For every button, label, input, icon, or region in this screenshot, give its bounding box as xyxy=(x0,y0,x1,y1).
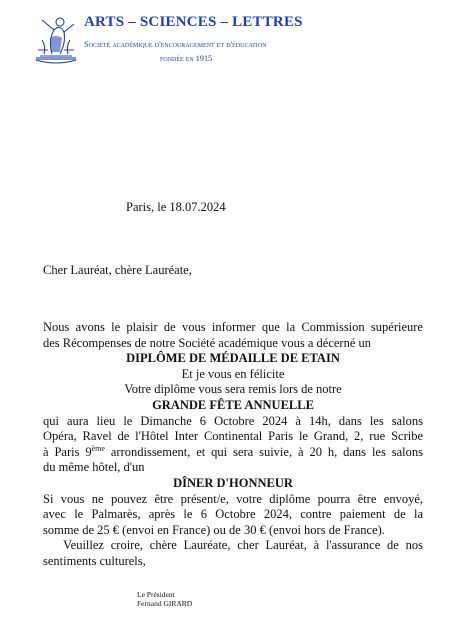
signatory-name: Fernand GIRARD xyxy=(137,599,193,608)
congratulations-line: Et je vous en félicite xyxy=(181,366,285,381)
paragraph-line: Opéra, Ravel de l'Hôtel Inter Continental Paris le Grand, 2, rue Scribe xyxy=(43,429,423,444)
paragraph-line: somme de 25 € (envoi en France) ou de 30 € (envoi hors de France). xyxy=(43,522,385,537)
allegorical-figure-seal-icon xyxy=(30,10,82,66)
handover-line: Votre diplôme vous sera remis lors de notre xyxy=(124,382,342,397)
letter-body xyxy=(43,320,423,570)
paragraph-line: Si vous ne pouvez être présent/e, votre diplôme pourra être envoyé, xyxy=(43,491,423,506)
paragraph-line: du même hôtel, d'un xyxy=(43,460,145,475)
paragraph-line: avec le Palmarès, après le 6 Octobre 2024, contre paiement de la xyxy=(43,507,423,522)
paragraph-line: qui aura lieu le Dimanche 6 Octobre 2024 à 14h, dans les salons xyxy=(43,413,423,428)
paragraph-line: Nous avons le plaisir de vous informer que la Commission supérieure xyxy=(43,320,423,334)
dinner-title: DÎNER D'HONNEUR xyxy=(173,475,293,490)
signatory-role: Le Président xyxy=(137,590,175,599)
award-title: DIPLÔME DE MÉDAILLE DE ETAIN xyxy=(126,351,340,366)
society-founded: fondée en 1915 xyxy=(160,54,213,63)
salutation: Cher Lauréat, chère Lauréate, xyxy=(43,263,192,277)
paragraph-line: Veuillez croire, chère Lauréate, cher Lauréat, à l'assurance de nos xyxy=(63,538,423,553)
signature-block xyxy=(137,590,192,608)
paragraph-line: des Récompenses de notre Société académique vous a décerné un xyxy=(43,335,371,350)
paragraph-line: sentiments culturels, xyxy=(43,553,146,568)
letter-date: Paris, le 18.07.2024 xyxy=(126,200,226,214)
arrondissement-text: arrondissement, et qui sera suivie, à 20 h, dans les salons xyxy=(104,444,423,459)
ordinal-suffix: ème xyxy=(91,443,105,453)
paragraph-line xyxy=(43,445,423,461)
city-text: à Paris 9 xyxy=(43,444,92,459)
society-subtitle: Société académique d'encouragement et d'éducation xyxy=(84,39,267,49)
event-title: GRANDE FÊTE ANNUELLE xyxy=(152,397,314,412)
society-title: ARTS – SCIENCES – LETTRES xyxy=(84,14,303,30)
